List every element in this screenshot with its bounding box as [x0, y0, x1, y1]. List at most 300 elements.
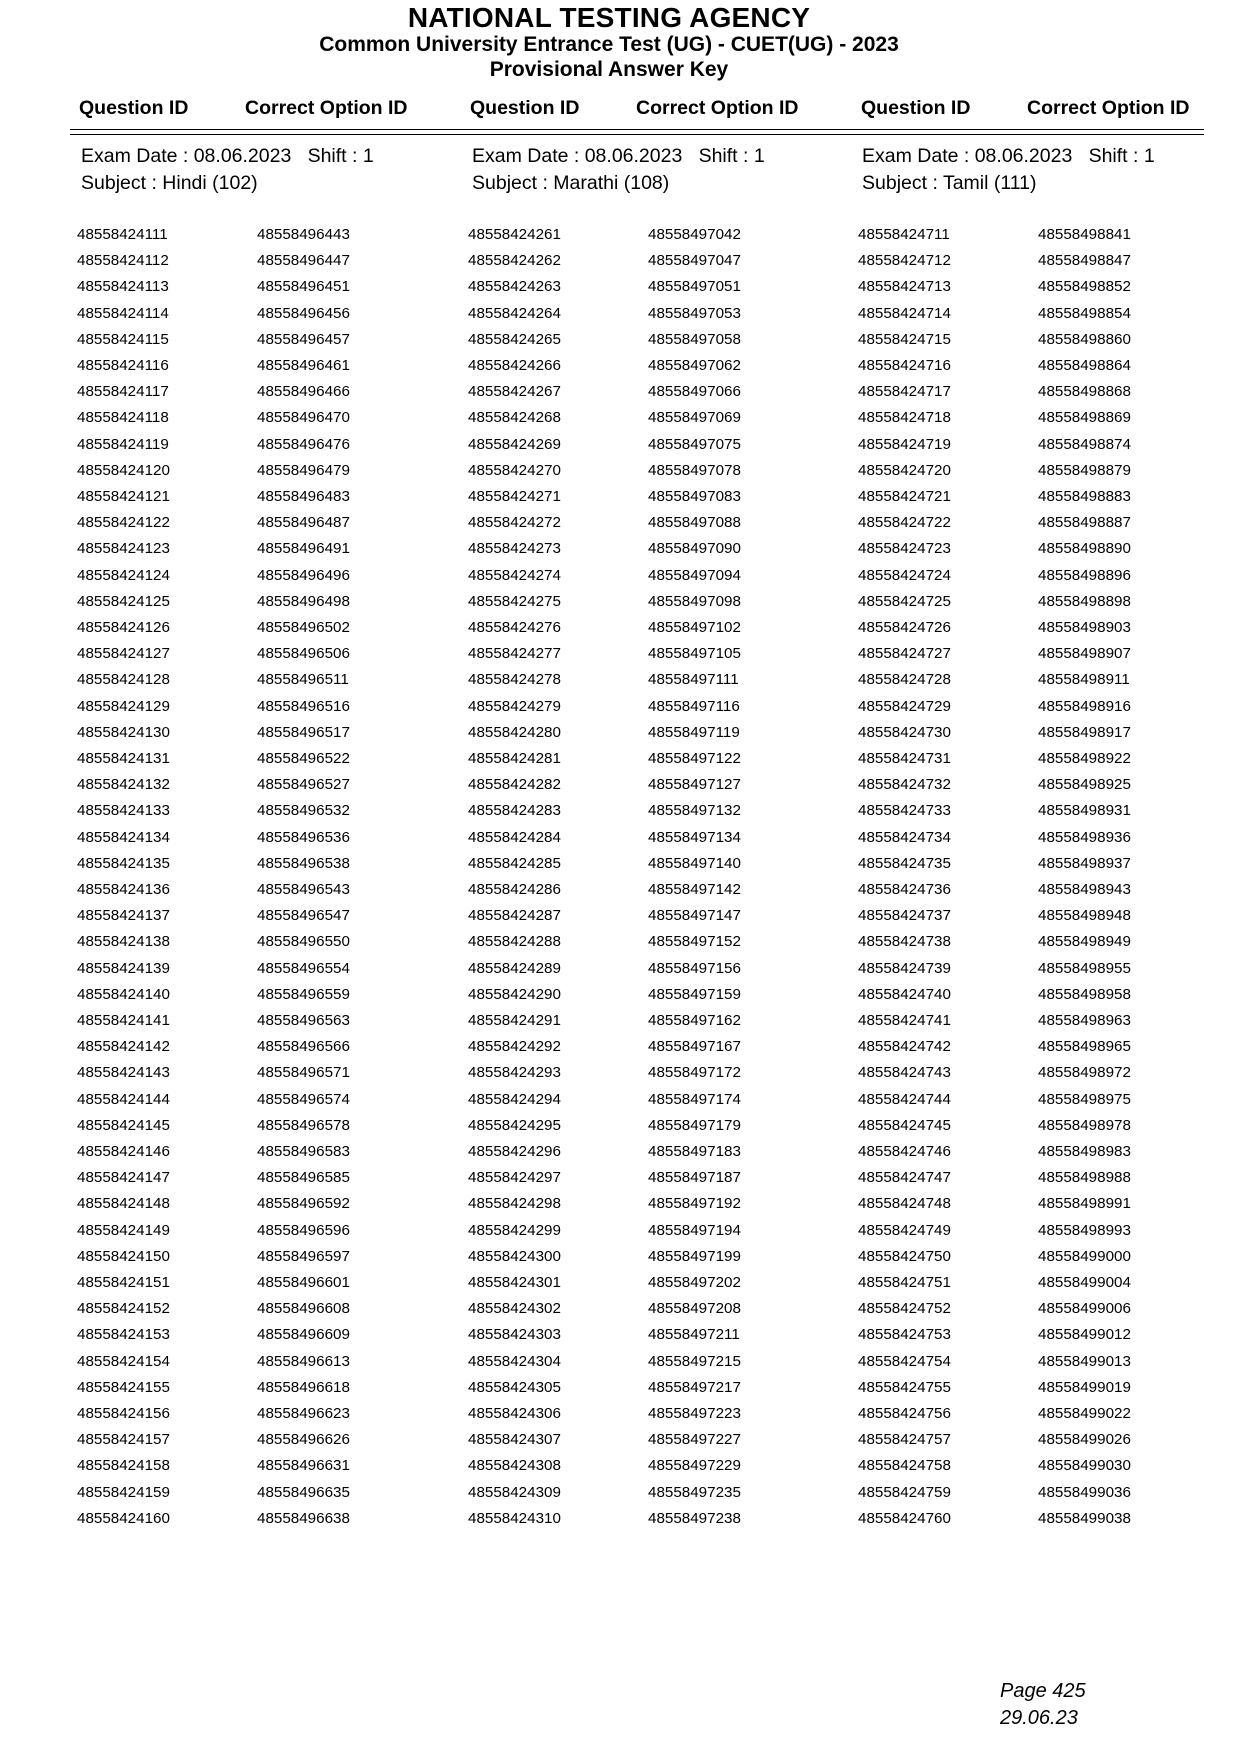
correct-option-id-cell: 48558496563	[257, 1012, 350, 1029]
question-id-cell: 48558424158	[77, 1457, 170, 1475]
question-id-cell: 48558424122	[77, 514, 170, 532]
correct-option-id-cell: 48558496527	[257, 776, 350, 794]
question-id-cell: 48558424715	[858, 330, 951, 348]
correct-option-id-cell: 48558496502	[257, 619, 350, 636]
table-row	[0, 724, 1241, 750]
question-id-cell: 48558424285	[468, 854, 561, 872]
question-id-cell: 48558424298	[468, 1195, 561, 1213]
correct-option-id-cell: 48558497194	[648, 1221, 741, 1239]
question-id-cell: 48558424266	[468, 357, 561, 374]
section-info-tamil	[862, 143, 1155, 197]
question-id-cell: 48558424725	[858, 592, 951, 610]
question-id-cell: 48558424144	[77, 1090, 170, 1108]
table-row	[0, 907, 1241, 933]
question-id-cell: 48558424287	[468, 907, 561, 925]
question-id-cell: 48558424294	[468, 1090, 561, 1108]
correct-option-id-cell: 48558497223	[648, 1405, 741, 1422]
table-row	[0, 1222, 1241, 1248]
question-id-cell: 48558424753	[858, 1326, 951, 1344]
correct-option-id-cell: 48558498949	[1038, 933, 1131, 951]
correct-option-id-cell: 48558496456	[257, 304, 350, 322]
correct-option-id-cell: 48558499013	[1038, 1352, 1131, 1370]
question-id-cell: 48558424270	[468, 461, 561, 479]
correct-option-id-cell: 48558497167	[648, 1038, 741, 1056]
question-id-cell: 48558424112	[77, 252, 169, 270]
correct-option-id-cell: 48558498936	[1038, 828, 1131, 846]
correct-option-id-cell: 48558497162	[648, 1012, 741, 1029]
question-id-cell: 48558424741	[858, 1012, 951, 1029]
correct-option-id-cell: 48558496609	[257, 1326, 350, 1344]
table-row	[0, 357, 1241, 383]
correct-option-id-cell: 48558496506	[257, 645, 350, 663]
table-row	[0, 252, 1241, 278]
correct-option-id-cell: 48558498864	[1038, 357, 1131, 374]
correct-option-id-cell: 48558497147	[648, 907, 741, 925]
correct-option-id-cell: 48558497066	[648, 383, 741, 401]
correct-option-id-cell: 48558496479	[257, 461, 350, 479]
question-id-cell: 48558424739	[858, 959, 951, 977]
table-row	[0, 855, 1241, 881]
col-header-correct-option-id-2: Correct Option ID	[636, 97, 799, 119]
question-id-cell: 48558424155	[77, 1378, 170, 1396]
correct-option-id-cell: 48558498975	[1038, 1090, 1131, 1108]
table-row	[0, 593, 1241, 619]
correct-option-id-cell: 48558498854	[1038, 304, 1131, 322]
question-id-cell: 48558424131	[77, 750, 170, 767]
exam-date: Exam Date : 08.06.2023	[81, 145, 292, 167]
correct-option-id-cell: 48558497156	[648, 959, 741, 977]
correct-option-id-cell: 48558497094	[648, 566, 741, 584]
question-id-cell: 48558424759	[858, 1483, 951, 1501]
correct-option-id-cell: 48558499000	[1038, 1247, 1131, 1265]
question-id-cell: 48558424133	[77, 802, 170, 820]
correct-option-id-cell: 48558496498	[257, 592, 350, 610]
table-row	[0, 409, 1241, 435]
question-id-cell: 48558424157	[77, 1431, 170, 1449]
correct-option-id-cell: 48558496554	[257, 959, 350, 977]
correct-option-id-cell: 48558496543	[257, 881, 350, 898]
question-id-cell: 48558424307	[468, 1431, 561, 1449]
correct-option-id-cell: 48558499019	[1038, 1378, 1131, 1396]
correct-option-id-cell: 48558497075	[648, 435, 741, 453]
subject: Subject : Tamil (111)	[862, 172, 1037, 194]
table-row	[0, 514, 1241, 540]
question-id-cell: 48558424299	[468, 1221, 561, 1239]
correct-option-id-cell: 48558498943	[1038, 881, 1131, 898]
question-id-cell: 48558424262	[468, 252, 561, 270]
correct-option-id-cell: 48558496532	[257, 802, 350, 820]
correct-option-id-cell: 48558498988	[1038, 1169, 1131, 1187]
correct-option-id-cell: 48558497042	[648, 226, 741, 243]
correct-option-id-cell: 48558496638	[257, 1509, 350, 1527]
question-id-cell: 48558424126	[77, 619, 170, 636]
header-divider-top	[70, 129, 1204, 130]
question-id-cell: 48558424728	[858, 671, 951, 689]
correct-option-id-cell: 48558496547	[257, 907, 350, 925]
question-id-cell: 48558424135	[77, 854, 170, 872]
question-id-cell: 48558424138	[77, 933, 170, 951]
table-row	[0, 986, 1241, 1012]
table-row	[0, 1510, 1241, 1536]
correct-option-id-cell: 48558498896	[1038, 566, 1131, 584]
correct-option-id-cell: 48558497116	[648, 697, 740, 715]
question-id-cell: 48558424749	[858, 1221, 951, 1239]
subject: Subject : Hindi (102)	[81, 172, 258, 194]
question-id-cell: 48558424723	[858, 540, 951, 558]
question-id-cell: 48558424150	[77, 1247, 170, 1265]
correct-option-id-cell: 48558496491	[257, 540, 350, 558]
correct-option-id-cell: 48558498890	[1038, 540, 1131, 558]
question-id-cell: 48558424721	[858, 488, 951, 505]
correct-option-id-cell: 48558498917	[1038, 723, 1131, 741]
question-id-cell: 48558424279	[468, 697, 561, 715]
correct-option-id-cell: 48558497119	[648, 723, 740, 741]
question-id-cell: 48558424151	[77, 1274, 170, 1291]
question-id-cell: 48558424121	[77, 488, 170, 505]
question-id-cell: 48558424269	[468, 435, 561, 453]
question-id-cell: 48558424265	[468, 330, 561, 348]
question-id-cell: 48558424132	[77, 776, 170, 794]
question-id-cell: 48558424137	[77, 907, 170, 925]
correct-option-id-cell: 48558496559	[257, 985, 350, 1003]
correct-option-id-cell: 48558497132	[648, 802, 741, 820]
correct-option-id-cell: 48558498931	[1038, 802, 1131, 820]
question-id-cell: 48558424752	[858, 1300, 951, 1318]
question-id-cell: 48558424127	[77, 645, 170, 663]
col-header-correct-option-id-1: Correct Option ID	[245, 97, 408, 119]
table-row	[0, 331, 1241, 357]
correct-option-id-cell: 48558498860	[1038, 330, 1131, 348]
table-row	[0, 305, 1241, 331]
question-id-cell: 48558424118	[77, 409, 169, 427]
table-row	[0, 1117, 1241, 1143]
question-id-cell: 48558424758	[858, 1457, 951, 1475]
table-row	[0, 933, 1241, 959]
exam-date: Exam Date : 08.06.2023	[472, 145, 683, 167]
correct-option-id-cell: 48558496538	[257, 854, 350, 872]
section-info-marathi	[472, 143, 765, 197]
question-id-cell: 48558424136	[77, 881, 170, 898]
table-row	[0, 1431, 1241, 1457]
correct-option-id-cell: 48558498869	[1038, 409, 1131, 427]
table-row	[0, 436, 1241, 462]
correct-option-id-cell: 48558496571	[257, 1064, 350, 1082]
correct-option-id-cell: 48558496597	[257, 1247, 350, 1265]
question-id-cell: 48558424292	[468, 1038, 561, 1056]
table-row	[0, 1379, 1241, 1405]
correct-option-id-cell: 48558498972	[1038, 1064, 1131, 1082]
correct-option-id-cell: 48558499038	[1038, 1509, 1131, 1527]
question-id-cell: 48558424272	[468, 514, 561, 532]
question-id-cell: 48558424113	[77, 278, 169, 296]
question-id-cell: 48558424288	[468, 933, 561, 951]
correct-option-id-cell: 48558497122	[648, 750, 741, 767]
correct-option-id-cell: 48558496613	[257, 1352, 350, 1370]
question-id-cell: 48558424301	[468, 1274, 561, 1291]
correct-option-id-cell: 48558496626	[257, 1431, 350, 1449]
question-id-cell: 48558424283	[468, 802, 561, 820]
question-id-cell: 48558424147	[77, 1169, 170, 1187]
question-id-cell: 48558424124	[77, 566, 170, 584]
question-id-cell: 48558424159	[77, 1483, 170, 1501]
table-row	[0, 881, 1241, 907]
correct-option-id-cell: 48558498898	[1038, 592, 1131, 610]
correct-option-id-cell: 48558496618	[257, 1378, 350, 1396]
table-row	[0, 1353, 1241, 1379]
question-id-cell: 48558424720	[858, 461, 951, 479]
col-header-question-id-1: Question ID	[79, 97, 189, 119]
section-info-hindi	[81, 143, 374, 197]
correct-option-id-cell: 48558496574	[257, 1090, 350, 1108]
table-row	[0, 278, 1241, 304]
question-id-cell: 48558424733	[858, 802, 951, 820]
question-id-cell: 48558424756	[858, 1405, 951, 1422]
subject: Subject : Marathi (108)	[472, 172, 670, 194]
correct-option-id-cell: 48558498948	[1038, 907, 1131, 925]
question-id-cell: 48558424282	[468, 776, 561, 794]
correct-option-id-cell: 48558497051	[648, 278, 741, 296]
question-id-cell: 48558424119	[77, 435, 169, 453]
question-id-cell: 48558424713	[858, 278, 951, 296]
correct-option-id-cell: 48558498955	[1038, 959, 1131, 977]
correct-option-id-cell: 48558496522	[257, 750, 350, 767]
correct-option-id-cell: 48558498879	[1038, 461, 1131, 479]
table-row	[0, 776, 1241, 802]
question-id-cell: 48558424160	[77, 1509, 170, 1527]
page-number: Page 425	[1000, 1680, 1086, 1702]
correct-option-id-cell: 48558496536	[257, 828, 350, 846]
table-row	[0, 1326, 1241, 1352]
table-row	[0, 1169, 1241, 1195]
footer-date: 29.06.23	[1000, 1707, 1078, 1729]
correct-option-id-cell: 48558497105	[648, 645, 741, 663]
correct-option-id-cell: 48558498993	[1038, 1221, 1131, 1239]
correct-option-id-cell: 48558496635	[257, 1483, 350, 1501]
correct-option-id-cell: 48558498907	[1038, 645, 1131, 663]
question-id-cell: 48558424274	[468, 566, 561, 584]
question-id-cell: 48558424296	[468, 1143, 561, 1160]
question-id-cell: 48558424111	[77, 226, 168, 243]
question-id-cell: 48558424145	[77, 1116, 170, 1134]
question-id-cell: 48558424120	[77, 461, 170, 479]
question-id-cell: 48558424729	[858, 697, 951, 715]
question-id-cell: 48558424142	[77, 1038, 170, 1056]
correct-option-id-cell: 48558496483	[257, 488, 350, 505]
shift: Shift : 1	[1088, 145, 1155, 167]
correct-option-id-cell: 48558498874	[1038, 435, 1131, 453]
correct-option-id-cell: 48558497090	[648, 540, 741, 558]
question-id-cell: 48558424139	[77, 959, 170, 977]
table-row	[0, 226, 1241, 252]
table-row	[0, 960, 1241, 986]
correct-option-id-cell: 48558496461	[257, 357, 350, 374]
correct-option-id-cell: 48558498868	[1038, 383, 1131, 401]
table-row	[0, 383, 1241, 409]
question-id-cell: 48558424281	[468, 750, 561, 767]
question-id-cell: 48558424747	[858, 1169, 951, 1187]
question-id-cell: 48558424714	[858, 304, 951, 322]
question-id-cell: 48558424263	[468, 278, 561, 296]
correct-option-id-cell: 48558499022	[1038, 1405, 1131, 1422]
correct-option-id-cell: 48558498991	[1038, 1195, 1131, 1213]
table-row	[0, 1143, 1241, 1169]
correct-option-id-cell: 48558498852	[1038, 278, 1131, 296]
correct-option-id-cell: 48558499006	[1038, 1300, 1131, 1318]
table-row	[0, 1012, 1241, 1038]
correct-option-id-cell: 48558496511	[257, 671, 349, 689]
correct-option-id-cell: 48558497202	[648, 1274, 741, 1291]
correct-option-id-cell: 48558497140	[648, 854, 741, 872]
question-id-cell: 48558424745	[858, 1116, 951, 1134]
question-id-cell: 48558424128	[77, 671, 170, 689]
question-id-cell: 48558424297	[468, 1169, 561, 1187]
table-row	[0, 1248, 1241, 1274]
correct-option-id-cell: 48558497083	[648, 488, 741, 505]
correct-option-id-cell: 48558498903	[1038, 619, 1131, 636]
correct-option-id-cell: 48558498965	[1038, 1038, 1131, 1056]
correct-option-id-cell: 48558498958	[1038, 985, 1131, 1003]
table-row	[0, 1195, 1241, 1221]
correct-option-id-cell: 48558497102	[648, 619, 741, 636]
table-row	[0, 829, 1241, 855]
question-id-cell: 48558424711	[858, 226, 950, 243]
question-id-cell: 48558424289	[468, 959, 561, 977]
correct-option-id-cell: 48558497142	[648, 881, 741, 898]
correct-option-id-cell: 48558496476	[257, 435, 350, 453]
col-header-correct-option-id-3: Correct Option ID	[1027, 97, 1190, 119]
table-row	[0, 1405, 1241, 1431]
question-id-cell: 48558424744	[858, 1090, 951, 1108]
table-row	[0, 802, 1241, 828]
question-id-cell: 48558424306	[468, 1405, 561, 1422]
correct-option-id-cell: 48558496566	[257, 1038, 350, 1056]
question-id-cell: 48558424730	[858, 723, 951, 741]
question-id-cell: 48558424754	[858, 1352, 951, 1370]
question-id-cell: 48558424310	[468, 1509, 561, 1527]
table-row	[0, 540, 1241, 566]
col-header-question-id-2: Question ID	[470, 97, 580, 119]
agency-title: NATIONAL TESTING AGENCY	[407, 2, 811, 33]
correct-option-id-cell: 48558497174	[648, 1090, 741, 1108]
correct-option-id-cell: 48558496451	[257, 278, 350, 296]
correct-option-id-cell: 48558498916	[1038, 697, 1131, 715]
question-id-cell: 48558424716	[858, 357, 951, 374]
correct-option-id-cell: 48558497159	[648, 985, 741, 1003]
question-id-cell: 48558424261	[468, 226, 561, 243]
table-row	[0, 462, 1241, 488]
question-id-cell: 48558424309	[468, 1483, 561, 1501]
question-id-cell: 48558424278	[468, 671, 561, 689]
question-id-cell: 48558424724	[858, 566, 951, 584]
question-id-cell: 48558424273	[468, 540, 561, 558]
question-id-cell: 48558424722	[858, 514, 951, 532]
correct-option-id-cell: 48558496466	[257, 383, 350, 401]
question-id-cell: 48558424718	[858, 409, 951, 427]
question-id-cell: 48558424271	[468, 488, 561, 505]
question-id-cell: 48558424750	[858, 1247, 951, 1265]
correct-option-id-cell: 48558498983	[1038, 1143, 1131, 1160]
question-id-cell: 48558424130	[77, 723, 170, 741]
question-id-cell: 48558424738	[858, 933, 951, 951]
question-id-cell: 48558424153	[77, 1326, 170, 1344]
question-id-cell: 48558424268	[468, 409, 561, 427]
correct-option-id-cell: 48558497217	[648, 1378, 741, 1396]
question-id-cell: 48558424140	[77, 985, 170, 1003]
question-id-cell: 48558424291	[468, 1012, 561, 1029]
correct-option-id-cell: 48558496601	[257, 1274, 350, 1291]
question-id-cell: 48558424748	[858, 1195, 951, 1213]
question-id-cell: 48558424734	[858, 828, 951, 846]
question-id-cell: 48558424141	[77, 1012, 170, 1029]
table-row	[0, 488, 1241, 514]
correct-option-id-cell: 48558497069	[648, 409, 741, 427]
correct-option-id-cell: 48558497172	[648, 1064, 741, 1082]
correct-option-id-cell: 48558499036	[1038, 1483, 1131, 1501]
table-row	[0, 1038, 1241, 1064]
correct-option-id-cell: 48558497098	[648, 592, 741, 610]
question-id-cell: 48558424129	[77, 697, 170, 715]
correct-option-id-cell: 48558496592	[257, 1195, 350, 1213]
question-id-cell: 48558424743	[858, 1064, 951, 1082]
question-id-cell: 48558424116	[77, 357, 169, 374]
correct-option-id-cell: 48558498911	[1038, 671, 1130, 689]
document-type: Provisional Answer Key	[489, 58, 729, 81]
correct-option-id-cell: 48558497215	[648, 1352, 741, 1370]
question-id-cell: 48558424295	[468, 1116, 561, 1134]
exam-date: Exam Date : 08.06.2023	[862, 145, 1073, 167]
question-id-cell: 48558424115	[77, 330, 169, 348]
correct-option-id-cell: 48558496516	[257, 697, 350, 715]
question-id-cell: 48558424286	[468, 881, 561, 898]
table-row	[0, 1300, 1241, 1326]
question-id-cell: 48558424302	[468, 1300, 561, 1318]
correct-option-id-cell: 48558497078	[648, 461, 741, 479]
table-row	[0, 750, 1241, 776]
question-id-cell: 48558424114	[77, 304, 169, 322]
correct-option-id-cell: 48558497192	[648, 1195, 741, 1213]
question-id-cell: 48558424746	[858, 1143, 951, 1160]
header-divider-bottom	[70, 134, 1204, 135]
correct-option-id-cell: 48558498963	[1038, 1012, 1131, 1029]
correct-option-id-cell: 48558496443	[257, 226, 350, 243]
table-row	[0, 698, 1241, 724]
question-id-cell: 48558424308	[468, 1457, 561, 1475]
correct-option-id-cell: 48558498841	[1038, 226, 1131, 243]
question-id-cell: 48558424305	[468, 1378, 561, 1396]
question-id-cell: 48558424737	[858, 907, 951, 925]
correct-option-id-cell: 48558496596	[257, 1221, 350, 1239]
correct-option-id-cell: 48558496631	[257, 1457, 350, 1475]
correct-option-id-cell: 48558497111	[648, 671, 739, 689]
question-id-cell: 48558424117	[77, 383, 169, 401]
correct-option-id-cell: 48558497058	[648, 330, 741, 348]
question-id-cell: 48558424727	[858, 645, 951, 663]
question-id-cell: 48558424760	[858, 1509, 951, 1527]
table-row	[0, 1484, 1241, 1510]
table-row	[0, 619, 1241, 645]
correct-option-id-cell: 48558497062	[648, 357, 741, 374]
correct-option-id-cell: 48558498847	[1038, 252, 1131, 270]
question-id-cell: 48558424152	[77, 1300, 170, 1318]
correct-option-id-cell: 48558496496	[257, 566, 350, 584]
correct-option-id-cell: 48558496585	[257, 1169, 350, 1187]
correct-option-id-cell: 48558497053	[648, 304, 741, 322]
shift: Shift : 1	[698, 145, 765, 167]
question-id-cell: 48558424300	[468, 1247, 561, 1265]
correct-option-id-cell: 48558497211	[648, 1326, 740, 1344]
question-id-cell: 48558424731	[858, 750, 951, 767]
correct-option-id-cell: 48558498978	[1038, 1116, 1131, 1134]
